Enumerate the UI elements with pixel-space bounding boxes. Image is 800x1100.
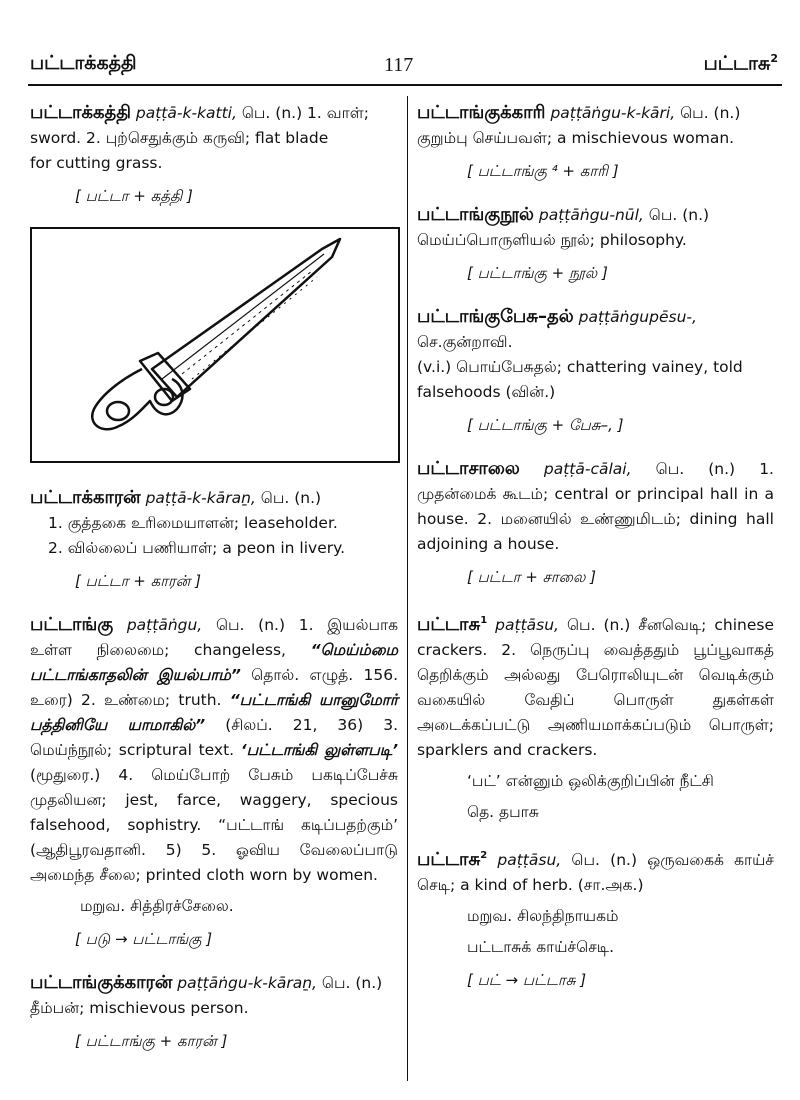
transliteration: paṭṭāsu,: [495, 616, 559, 634]
homonym-number: 1: [480, 615, 488, 626]
page-number: 117: [384, 54, 414, 76]
etymology: [ பட்டா + காரன் ]: [75, 572, 201, 590]
definition-text: (சிலப். 21, 36) 3. மெய்ந்நூல்; scriptural text.: [30, 716, 398, 759]
transliteration: paṭṭāṅgu-k-kāraṉ,: [177, 974, 317, 992]
sense-1: 1. குத்தகை உரிமையாளன்; leaseholder.: [48, 514, 338, 532]
running-head-right: [704, 52, 778, 77]
running-head-right-sup: 2: [770, 52, 778, 65]
etymology: [ பட்டாங்கு + நூல் ]: [467, 264, 608, 282]
definition-text: பெ. (n.) சீனவெடி; chinese crackers. 2. நெருப்பு வைத்ததும் பூப்பூவாகத் தெறிக்கும் அல்லது பேரொலியுடன் வெடிக்கும் வகையில் வேதிப் பொருள் துகள்கள் அடைக்கப்பட்டு அணியமாக்கப்படும் பொருள்; sparklers and crackers.: [417, 616, 774, 759]
definition-text: falsehoods (வின்.): [417, 383, 556, 401]
definition-text: தொல். எழுத். 156. உரை) 2. உண்மை; truth.: [30, 666, 398, 709]
citation-quote: ‘பட்டாங்கி லுள்ளபடி’: [240, 741, 399, 759]
part-of-speech: பெ. (n.): [675, 104, 741, 122]
synonym-note: மறுவ. சித்திரச்சேலை.: [80, 897, 234, 915]
knife-drawing: [32, 229, 398, 461]
transliteration: paṭṭāṅgu,: [126, 616, 203, 634]
entry-pattangukkaran: [30, 970, 398, 1021]
entry-pattangupesu: [417, 304, 774, 405]
citation-quote: “பட்டாங்கி யானுமோர் பத்தினியே யாமாகில்”: [30, 691, 398, 734]
etymology: [ படு → பட்டாங்கு ]: [75, 930, 213, 948]
headword: [417, 614, 487, 635]
part-of-speech: பெ. (n.): [643, 206, 710, 224]
transliteration: paṭṭāṅgupēsu-,: [578, 308, 697, 326]
definition-text: தீம்பன்; mischievous person.: [30, 999, 249, 1017]
transliteration: paṭṭā-k-katti,: [135, 104, 237, 122]
citation-quote: “மெய்ம்மை பட்டாங்காதலின் இயல்பாம்”: [30, 641, 398, 684]
entry-pattangukkari: [417, 100, 774, 151]
entry-pattakkatti: [30, 100, 398, 176]
headword-text: பட்டாசு: [417, 614, 481, 635]
headword: பட்டாசாலை: [417, 458, 520, 479]
transliteration: paṭṭā-k-kāraṉ,: [145, 489, 256, 507]
sense-2: 2. வில்லைப் பணியாள்; a peon in livery.: [48, 539, 345, 557]
etymology: [ பட்டாங்கு + காரன் ]: [75, 1032, 228, 1050]
entry-pattangu: [30, 612, 398, 888]
header-rule: [28, 84, 782, 86]
headword: பட்டாங்கு: [30, 614, 114, 635]
entry-pattacalai: [417, 456, 774, 557]
knife-illustration: [30, 227, 400, 463]
headword: [417, 849, 487, 870]
definition-text: பெ. (n.) 1. முதன்மைக் கூடம்; central or principal hall in a house.: [417, 460, 774, 528]
part-of-speech: பெ. (n.): [316, 974, 383, 992]
part-of-speech: செ.குன்றாவி.: [417, 333, 513, 351]
cognate-note: தெ. தபாசு: [467, 803, 539, 821]
headword: பட்டாக்காரன்: [30, 487, 141, 508]
transliteration: paṭṭāṅgu-k-kāri,: [550, 104, 676, 122]
headword: பட்டாங்குக்காரன்: [30, 972, 173, 993]
entry-pattasu-2: [417, 843, 774, 898]
running-head-left: பட்டாக்கத்தி: [30, 52, 137, 74]
definition-text: (v.i.) பொய்பேசுதல்; chattering vainey, told: [417, 358, 743, 376]
entry-pattasu-1: [417, 608, 774, 763]
homonym-number: 2: [480, 850, 488, 861]
etymology: [ பட் → பட்டாசு ]: [467, 971, 587, 989]
headword: பட்டாங்குக்காரி: [417, 102, 546, 123]
headword: பட்டாங்குநூல்: [417, 204, 534, 225]
headword-text: பட்டாசு: [417, 849, 481, 870]
definition-text: குறும்பு செய்பவள்; a mischievous woman.: [417, 129, 735, 147]
column-divider: [407, 96, 408, 1081]
entry-pattangunul: [417, 202, 774, 253]
headword: பட்டாங்குபேசு–தல்: [417, 306, 574, 327]
origin-note: ‘பட்’ என்னும் ஒலிக்குறிப்பின் நீட்சி: [467, 772, 714, 790]
definition-text: மெய்ப்பொருளியல் நூல்; philosophy.: [417, 231, 687, 249]
transliteration: paṭṭāṅgu-nūl,: [538, 206, 644, 224]
definition-text: sword. 2. புற்செதுக்கும் கருவி; flat blade: [30, 129, 329, 147]
synonym-note: பட்டாசுக் காய்ச்செடி.: [467, 938, 615, 956]
definition-text: பெ. (n.) 1. வாள்;: [236, 104, 369, 122]
transliteration: paṭṭā-cālai,: [543, 460, 632, 478]
definition-text: 2. மனையில் உண்ணுமிடம்; dining hall adjoining a house.: [417, 510, 774, 553]
etymology: [ பட்டாங்கு ⁴ + காரி ]: [467, 162, 619, 180]
transliteration: paṭṭāsu,: [497, 851, 562, 869]
etymology: [ பட்டா + சாலை ]: [467, 568, 597, 586]
right-column: [417, 100, 774, 1011]
entry-pattakkaran: [30, 485, 398, 561]
etymology: [ பட்டாங்கு + பேசு–, ]: [467, 416, 624, 434]
left-column: [30, 100, 398, 1072]
etymology: [ பட்டா + கத்தி ]: [75, 187, 193, 205]
headword: பட்டாக்கத்தி: [30, 102, 131, 123]
definition-text: for cutting grass.: [30, 154, 163, 172]
definition-text: பெ. (n.) 1. இயல்பாக உள்ள நிலைமை; changeless,: [30, 616, 398, 659]
part-of-speech: பெ. (n.): [255, 489, 322, 507]
definition-text: (மூதுரை.) 4. மெய்போற் பேசும் பகடிப்பேச்சு முதலியன; jest, farce, waggery, specious falsehood, sophistry. “பட்டாங் கடிப்பதற்கும்’ (ஆதிபூரவதானி. 5) 5. ஓவிய வேலைப்பாடு அமைந்த சீலை; printed cloth worn by women.: [30, 766, 398, 884]
definition-text: பெ. (n.) ஒருவகைக் காய்ச் செடி; a kind of herb. (சா.அக.): [417, 851, 774, 894]
running-head-right-text: பட்டாசு: [703, 52, 771, 75]
synonym-note: மறுவ. சிலந்திநாயகம்: [467, 907, 619, 925]
